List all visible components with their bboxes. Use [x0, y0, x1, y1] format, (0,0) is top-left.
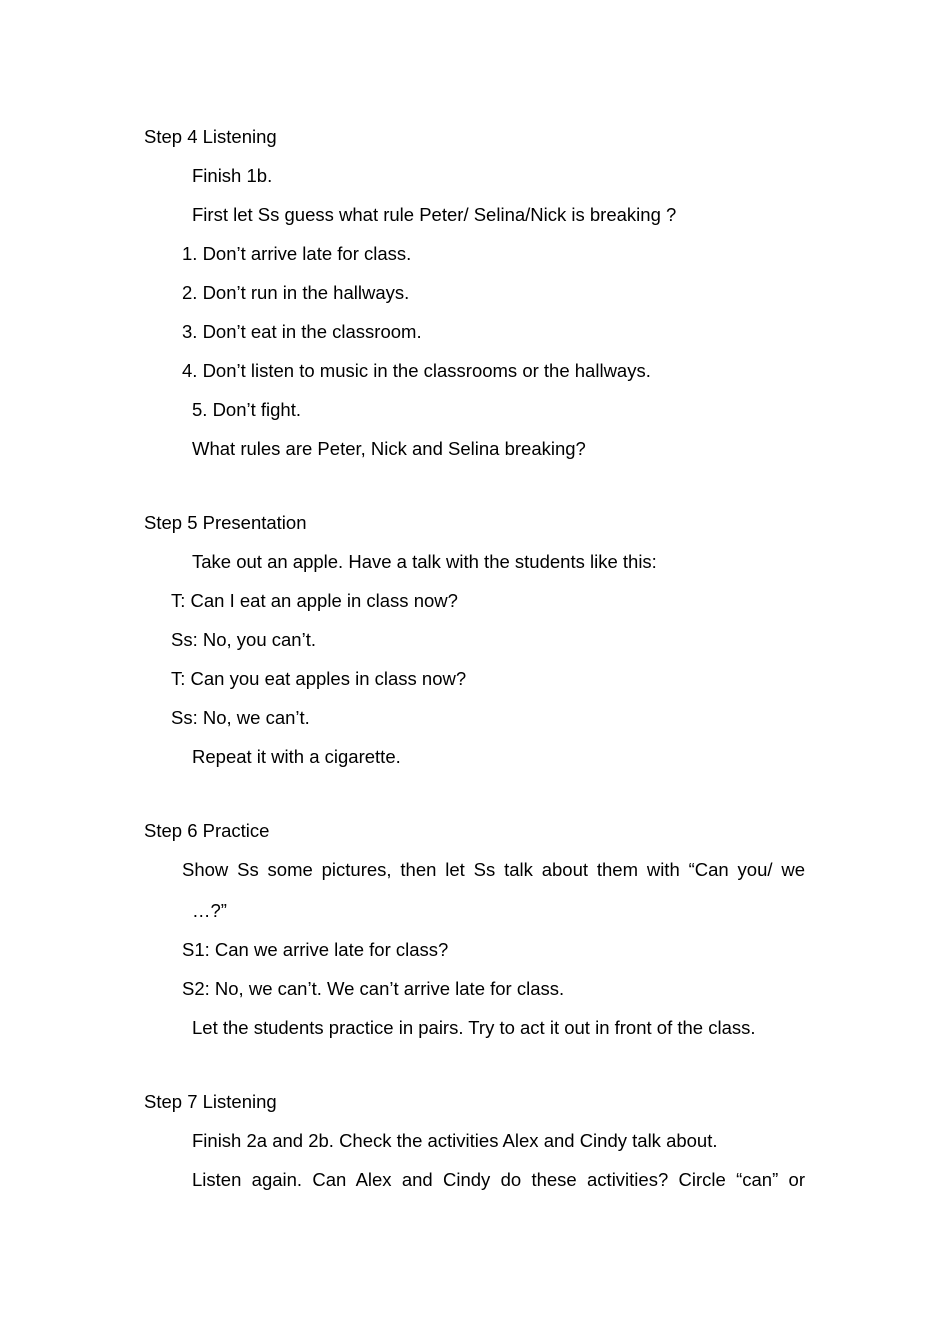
- step7-listen-again: Listen again. Can Alex and Cindy do these activities? Circle “can” or: [192, 1169, 805, 1190]
- step4-rule-4: 4. Don’t listen to music in the classrooms or the hallways.: [182, 360, 651, 381]
- step5-dialogue-line-3: T: Can you eat apples in class now?: [171, 668, 467, 689]
- step4-rule-1: 1. Don’t arrive late for class.: [182, 243, 412, 264]
- step4-rule-2: 2. Don’t run in the hallways.: [182, 282, 410, 303]
- step4-heading: Step 4 Listening: [144, 126, 277, 147]
- step6-dialogue-line-1: S1: Can we arrive late for class?: [182, 939, 449, 960]
- step6-instruction-line-2: …?”: [192, 900, 227, 921]
- step6-dialogue-line-2: S2: No, we can’t. We can’t arrive late for class.: [182, 978, 565, 999]
- step6-pairs: Let the students practice in pairs. Try to act it out in front of the class.: [192, 1017, 756, 1038]
- step5-repeat: Repeat it with a cigarette.: [192, 746, 401, 767]
- step4-rule-3: 3. Don’t eat in the classroom.: [182, 321, 422, 342]
- step5-dialogue-line-2: Ss: No, you can’t.: [171, 629, 316, 650]
- step7-heading: Step 7 Listening: [144, 1091, 277, 1112]
- step6-heading: Step 6 Practice: [144, 820, 270, 841]
- step4-guess-text: First let Ss guess what rule Peter/ Selina/Nick is breaking ?: [192, 204, 677, 225]
- step6-instruction-line-1: Show Ss some pictures, then let Ss talk about them with “Can you/ we: [182, 859, 805, 880]
- step5-intro: Take out an apple. Have a talk with the students like this:: [192, 551, 657, 572]
- step4-question: What rules are Peter, Nick and Selina breaking?: [192, 438, 586, 459]
- step5-dialogue-line-4: Ss: No, we can’t.: [171, 707, 310, 728]
- step5-heading: Step 5 Presentation: [144, 512, 307, 533]
- step4-finish-text: Finish 1b.: [192, 165, 273, 186]
- step4-rule-5: 5. Don’t fight.: [192, 399, 302, 420]
- step5-dialogue-line-1: T: Can I eat an apple in class now?: [171, 590, 458, 611]
- step7-finish-text: Finish 2a and 2b. Check the activities Alex and Cindy talk about.: [192, 1130, 718, 1151]
